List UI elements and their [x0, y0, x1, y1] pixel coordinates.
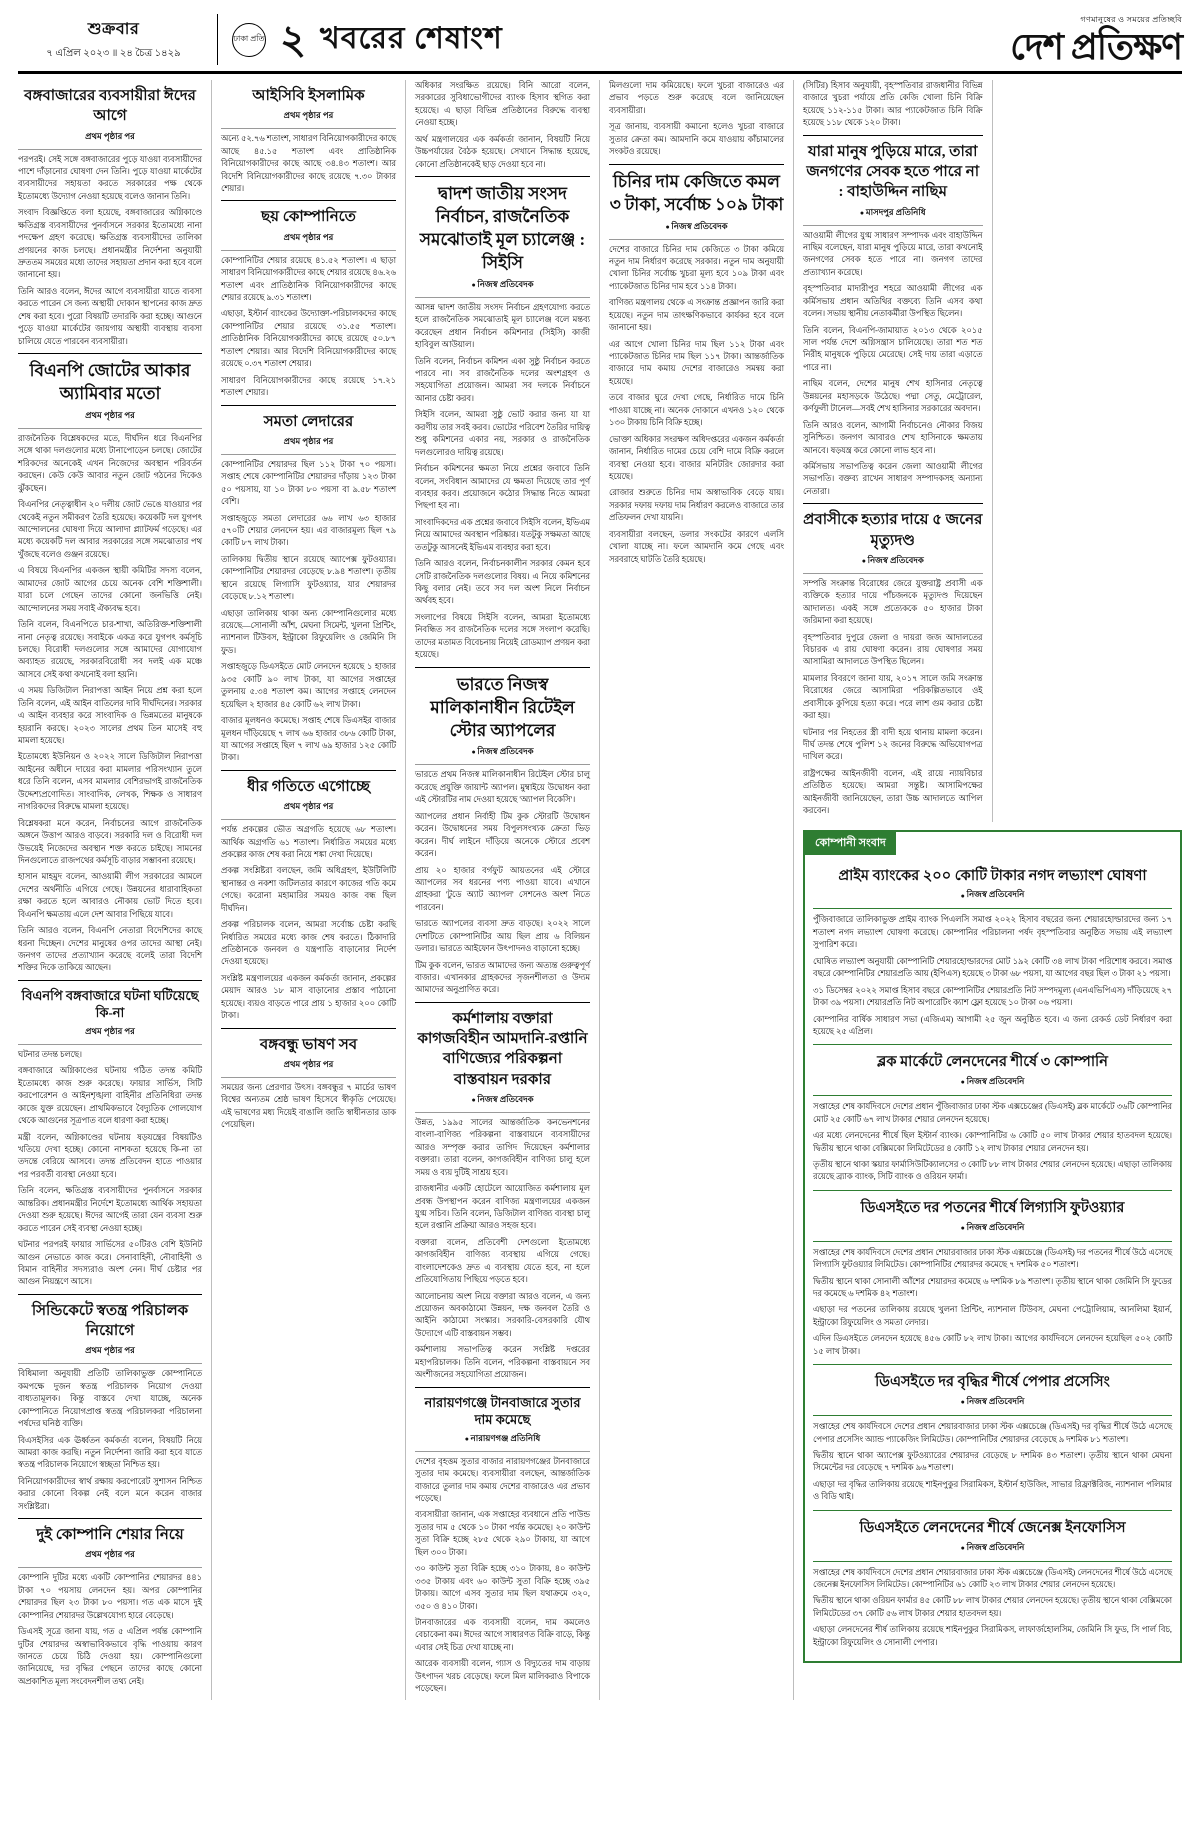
article — [221, 207, 396, 399]
article-byline: ● নিজস্ব প্রতিবেদনি — [813, 1221, 1172, 1235]
article-byline: ● মাসদপুর প্রতিনিধি — [803, 206, 983, 220]
article-byline: প্রথম পৃষ্ঠার পর — [85, 1025, 135, 1036]
article — [221, 1035, 396, 1132]
article-paragraph: বক্তারা বলেন, প্রতিবেশী দেশগুলো ইতোমধ্যে কাগজবিহীন বাণিজ্য ব্যবস্থায় এগিয়ে গেছে। বাংলাদেশকেও দ্রুত এ ব্যবস্থায় যেতে হবে, না হলে প্রতিযোগিতায় পিছিয়ে পড়তে হবে। — [415, 1237, 590, 1285]
article-paragraph: দেশের বৃহত্তম সুতার বাজার নারায়ণগঞ্জের টানবাজারে সুতার দাম কমেছে। ব্যবসায়ীরা বলছেন, আন্তর্জাতিক বাজারে তুলার দাম কমায় দেশের বাজারেও এর প্রভাব পড়েছে। — [415, 1456, 590, 1504]
masthead-logo-block — [852, 14, 1182, 65]
article-paragraph: ব্যবসায়ীরা বলছেন, ডলার সংকটের কারণে এলসি খোলা যাচ্ছে না। ফলে আমদানি কমে গেছে এবং সরবরাহে ঘাটতি তৈরি হয়েছে। — [609, 529, 784, 564]
article-paragraph: তিনি আরও বলেন, নির্বাচনকালীন সরকার কেমন হবে সেটি রাজনৈতিক দলগুলোর বিষয়। এ নিয়ে কমিশনের কিছু বলার নেই। তবে সব দল অংশ নিলে নির্বাচন অর্থবহ হবে। — [415, 559, 590, 606]
article-paragraph: এছাড়া তালিকায় থাকা অন্য কোম্পানিগুলোর মধ্যে রয়েছে—সোনালী আঁশ, মেঘনা সিমেন্ট, খুলনা প্রিন্টিং, ন্যাশনাল টিউবস, ইন্ট্রাকো রিফুয়েলিং ও জেমিনি সি ফুড। — [221, 608, 396, 655]
article-paragraph: সপ্তাহজুড়ে সমতা লেদারের ৬৬ লাখ ৬৩ হাজার ৫৭০টি শেয়ার লেনদেন হয়। এর বাজারমূল্য ছিল ৭৯ কোটি ৮৭ লাখ টাকা। — [221, 513, 396, 548]
article-paragraph: ডিএসই সূত্রে জানা যায়, গত ৫ এপ্রিল পর্যন্ত কোম্পানি দুটির শেয়ারদর অস্বাভাবিকভাবে বৃদ্ধি পাওয়ায় কারণ জানতে চেয়ে চিঠি দেওয়া হয়। কোম্পানিগুলো জানিয়েছে, দর বৃদ্ধির পেছনে তাদের কাছে কোনো অপ্রকাশিত মূল্য সংবেদনশীল তথ্য নেই। — [18, 1627, 202, 1686]
article-headline: ব্লক মার্কেটে লেনদেনের শীর্ষে ৩ কোম্পানি — [877, 1054, 1108, 1071]
article-paragraph: অধিকার সংরক্ষিত রয়েছে। বিনি আরো বলেন, সরকারের সুবিধাভোগীদের ব্যাংক হিসাব স্থগিত করা হয়েছে। এ ছাড়া বিভিন্ন প্রতিষ্ঠানের বিরুদ্ধে ব্যবস্থা নেওয়া হচ্ছে। — [415, 81, 590, 128]
article-headline: ছয় কোম্পানিতে — [261, 209, 356, 226]
article-paragraph: সপ্তাহের শেষ কার্যদিবসে দেশের প্রধান শেয়ারবাজার ঢাকা স্টক এক্সচেঞ্জে (ডিএসই) লেনদেনের শীর্ষে উঠে এসেছে জেনেক্স ইনফোসিস লিমিটেড। কোম্পানিটির ৬১ কোটি ২৩ লাখ টাকার শেয়ার লেনদেন হয়েছে। — [813, 1567, 1172, 1589]
article-paragraph: মন্ত্রী বলেন, অগ্নিকাণ্ডের ঘটনায় ষড়যন্ত্রের বিষয়টিও খতিয়ে দেখা হচ্ছে। কোনো নাশকতা হয়েছে কি-না তা তদন্তে বেরিয়ে আসবে। তদন্ত প্রতিবেদন হাতে পাওয়ার পর পরবর্তী ব্যবস্থা নেওয়া হবে। — [18, 1132, 202, 1179]
article-paragraph: টানবাজারের এক ব্যবসায়ী বলেন, দাম কমলেও বেচাকেনা কম। ঈদের আগে সাধারণত বিক্রি বাড়ে, কিন্তু এবার সেই চিত্র দেখা যাচ্ছে না। — [415, 1617, 590, 1652]
article-paragraph: নাছিম বলেন, দেশের মানুষ শেখ হাসিনার নেতৃত্বে উন্নয়নের মহাসড়কে উঠেছে। পদ্মা সেতু, মেট্রোরেল, কর্ণফুলী টানেল—সবই শেখ হাসিনার সরকারের অবদান। — [803, 379, 983, 414]
article — [415, 1394, 590, 1696]
article-byline: প্রথম পৃষ্ঠার পর — [85, 130, 135, 141]
article-paragraph: তিনি আরও বলেন, আগামী নির্বাচনেও নৌকার বিজয় সুনিশ্চিত। জনগণ আবারও শেখ হাসিনাকে ক্ষমতায় আনবে। ষড়যন্ত্র করে কোনো লাভ হবে না। — [803, 420, 983, 455]
article-paragraph: দেশের বাজারে চিনির দাম কেজিতে ৩ টাকা কমিয়ে নতুন দাম নির্ধারণ করেছে সরকার। নতুন দাম অনুযায়ী খোলা চিনির সর্বোচ্চ খুচরা মূল্য হবে ১০৯ টাকা এবং প্যাকেটজাত চিনির দাম হবে ১১৪ টাকা। — [609, 244, 784, 291]
article-headline: সিন্ডিকেটে স্বতন্ত্র পরিচালক নিয়োগে — [31, 1302, 189, 1340]
article-paragraph: কোম্পানিটির শেয়ার রয়েছে ৪১.৫২ শতাংশ। এ ছাড়া সাধারণ বিনিয়োগকারীদের কাছে শেয়ার রয়েছে ৪৬.২৬ শতাংশ এবং প্রাতিষ্ঠানিক বিনিয়োগকারীদের কাছে শেয়ার রয়েছে ৯.৩১ শতাংশ। — [221, 255, 396, 302]
article-byline: ● নারায়ণগঞ্জ প্রতিনিধি — [415, 1432, 590, 1446]
article-paragraph: নির্বাচন কমিশনের ক্ষমতা নিয়ে প্রশ্নের জবাবে তিনি বলেন, সংবিধান আমাদের যে ক্ষমতা দিয়েছে তার পূর্ণ ব্যবহার করব। প্রয়োজনে কঠোর সিদ্ধান্ত নিতে আমরা পিছপা হব না। — [415, 464, 590, 511]
article-headline: বিএনপি জোটের আকার অ্যামিবার মতো — [29, 361, 191, 403]
article-headline: ডিএসইতে লেনদেনের শীর্ষে জেনেক্স ইনফোসিস — [859, 1519, 1126, 1536]
column-5 — [803, 80, 993, 822]
article-paragraph: ঘটনার পর নিহতের স্ত্রী বাদী হয়ে থানায় মামলা করেন। দীর্ঘ তদন্ত শেষে পুলিশ ১২ জনের বিরুদ্ধে অভিযোগপত্র দাখিল করে। — [803, 727, 983, 762]
article-headline: বঙ্গবাজারের ব্যবসায়ীরা ঈদের আগে — [24, 88, 196, 125]
article — [18, 1301, 202, 1513]
article-paragraph: আসন্ন দ্বাদশ জাতীয় সংসদ নির্বাচন গ্রহণযোগ্য করতে হলে রাজনৈতিক সমঝোতাই মূল চ্যালেঞ্জ বলে মন্তব্য করেছেন প্রধান নির্বাচন কমিশনার (সিইসি) কাজী হাবিবুল আউয়াল। — [415, 302, 590, 350]
article-paragraph: সময়ের জন্য প্রেরণার উৎস। বঙ্গবন্ধুর ৭ মার্চের ভাষণ বিশ্বের অন্যতম শ্রেষ্ঠ ভাষণ হিসেবে স্বীকৃতি পেয়েছে। এই ভাষণের মধ্য দিয়েই বাঙালি জাতি স্বাধীনতার ডাক পেয়েছিল। — [221, 1082, 396, 1130]
article-paragraph: টিম কুক বলেন, ভারত আমাদের জন্য অত্যন্ত গুরুত্বপূর্ণ বাজার। এখানকার গ্রাহকদের সৃজনশীলতা ও উদ্যম আমাদের অনুপ্রাণিত করে। — [415, 960, 590, 995]
article-paragraph: এদিন ডিএসইতে লেনদেন হয়েছে ৪৫৬ কোটি ৮২ লাখ টাকা। আগের কার্যদিবসে লেনদেন হয়েছিল ৫০২ কোটি ১৫ লাখ টাকা। — [813, 1334, 1172, 1356]
article-headline: ডিএসইতে দর পতনের শীর্ষে লিগ্যাসি ফুটওয়্যার — [860, 1199, 1125, 1216]
article-paragraph: পর্যন্ত প্রকল্পের ভৌত অগ্রগতি হয়েছে ৬৮ শতাংশ। আর্থিক অগ্রগতি ৬১ শতাংশ। নির্ধারিত সময়ের মধ্যে প্রকল্পের কাজ শেষ করা নিয়ে শঙ্কা দেখা দিয়েছে। — [221, 825, 396, 859]
article-paragraph: ভোক্তা অধিকার সংরক্ষণ অধিদপ্তরের একজন কর্মকর্তা জানান, নির্ধারিত দামের চেয়ে বেশি দামে বিক্রি করলে ব্যবস্থা নেওয়া হবে। বাজার মনিটরিং জোরদার করা হয়েছে। — [609, 434, 784, 481]
article-paragraph: রাজনৈতিক বিশ্লেষকদের মতে, দীর্ঘদিন ধরে বিএনপির সঙ্গে থাকা দলগুলোর মধ্যে টানাপোড়েন চলছে। জোটের শরিকদের অনেকেই এখন নিজেদের অবস্থান পরিবর্তন করছেন। কেউ কেউ আবার নতুন জোট গঠনের দিকেও ঝুঁকছেন। — [18, 433, 202, 493]
article — [221, 412, 396, 765]
article-paragraph: অন্যে ৫২.৭৬ শতাংশ, সাধারণ বিনিয়োগকারীদের কাছে আছে ৪৫.১৫ শতাংশ এবং প্রাতিষ্ঠানিক বিনিয়োগকারীদের কাছে আছে ৩৪.৪৩ শতাংশ। আর বিদেশি বিনিয়োগকারীদের কাছে রয়েছে ৭.৩০ টাকার শেয়ার। — [221, 134, 396, 193]
article-byline: ● নিজস্ব প্রতিবেদক — [415, 278, 590, 292]
article-byline: প্রথম পৃষ্ঠার পর — [85, 1549, 135, 1560]
article-paragraph: মিলগুলো দাম কমিয়েছে। ফলে খুচরা বাজারেও এর প্রভাব পড়তে শুরু করেছে বলে জানিয়েছেন ব্যবসায়ীরা। — [609, 81, 784, 115]
article-paragraph: মামলার বিবরণে জানা যায়, ২০১৭ সালে জমি সংক্রান্ত বিরোধের জেরে আসামিরা পরিকল্পিতভাবে ওই প্রবাসীকে কুপিয়ে হত্যা করে। পরে লাশ গুম করার চেষ্টা করা হয়। — [803, 673, 983, 721]
article — [18, 86, 202, 348]
article-paragraph: কোম্পানিটির শেয়ারদর ছিল ১১২ টাকা ৭০ পয়সা। সপ্তাহ শেষে কোম্পানিটির শেয়ারদর দাঁড়ায় ১২৩ টাকা ৫০ পয়সায়, যা ১০ টাকা ৮০ পয়সা বা ৯.৫৮ শতাংশ বেশি। — [221, 459, 396, 507]
column-6 — [993, 80, 1183, 822]
page-number: ২ — [280, 16, 307, 62]
article-paragraph: আরেক ব্যবসায়ী বলেন, গ্যাস ও বিদ্যুতের দাম বাড়ায় উৎপাদন খরচ বেড়েছে। ফলে মিল মালিকরাও বিপাকে পড়েছেন। — [415, 1659, 590, 1694]
article-headline: ভারতে নিজস্ব মালিকানাধীন রিটেইল স্টোর অ্যাপলের — [430, 674, 575, 740]
article-paragraph: দ্বিতীয় স্থানে থাকা অ্যাপেক্স ফুটওয়্যারের শেয়ারদর বেড়েছে ৮ দশমিক ৪৩ শতাংশ। তৃতীয় স্থানে থাকা মেঘনা সিমেন্টের দর বেড়েছে ৭ দশমিক ৯৬ শতাংশ। — [813, 1450, 1172, 1473]
article-paragraph: আওয়ামী লীগের যুগ্ম সাধারণ সম্পাদক এবং বাহাউদ্দিন নাছিম বলেছেন, যারা মানুষ পুড়িয়ে মারে, তারা কখনোই জনগণের সেবক হতে পারে না। জনগণ তাদের প্রত্যাখ্যান করেছে। — [803, 230, 983, 277]
article — [415, 1009, 590, 1382]
article-paragraph: এছাড়া, ইস্টার্ন ব্যাংকের উদ্যোক্তা-পরিচালকদের কাছে কোম্পানিটির শেয়ার রয়েছে ৩১.৫৫ শতাংশ। প্রাতিষ্ঠানিক বিনিয়োগকারীদের কাছে রয়েছে ৫০.৮৭ শতাংশ শেয়ার। আর বিদেশি বিনিয়োগকারীদের কাছে রয়েছে ০.৩৭ শতাংশ শেয়ার। — [221, 309, 396, 369]
masthead-tagline: গণমানুষের ও সময়ের প্রতিচ্ছবি — [1080, 15, 1182, 24]
masthead-section-block — [218, 14, 852, 65]
article-byline: ● নিজস্ব প্রতিবেদনি — [813, 888, 1172, 902]
article — [415, 674, 590, 997]
article-paragraph: উন্নত, ১৯৯৫ সালের আন্তর্জাতিক কনভেনশনের বাংলা-বাণিজ্য পরিকল্পনা বাস্তবায়নে ব্যবসায়ীদের আরও সম্পৃক্ত করার তাগিদ দিয়েছেন কর্মশালার বক্তারা। তারা বলেন, কাগজবিহীন বাণিজ্য চালু হলে সময় ও ব্যয় দুটিই সাশ্রয় হবে। — [415, 1117, 590, 1177]
article-paragraph: এছাড়া লেনদেনের শীর্ষ তালিকায় রয়েছে শাইনপুকুর সিরামিকস, লাফার্জহোলসিম, জেমিনি সি ফুড, সি পার্ল বিচ, ইন্ট্রাকো রিফুয়েলিং ও সোনালী পেপার। — [813, 1625, 1172, 1647]
article-paragraph: প্রায় ২০ হাজার বর্গফুট আয়তনের এই স্টোরে অ্যাপলের সব ধরনের পণ্য পাওয়া যাবে। এখানে গ্রাহকরা 'টুডে অ্যাট অ্যাপল' সেশনেও অংশ নিতে পারবেন। — [415, 865, 590, 912]
article-byline: প্রথম পৃষ্ঠার পর — [283, 801, 334, 812]
article-headline: আইসিবি ইসলামিক — [252, 88, 365, 104]
article-paragraph: বিশ্লেষকরা মনে করেন, নির্বাচনের আগে রাজনৈতিক অঙ্গনে উত্তাপ আরও বাড়বে। সরকারি দল ও বিরোধী দল উভয়েই নিজেদের অবস্থান শক্ত করতে চাইছে। সামনের দিনগুলোতে রাজপথের কর্মসূচি বাড়ার সম্ভাবনা রয়েছে। — [18, 818, 202, 865]
article-paragraph: সূত্র জানায়, ব্যবসায়ী কমানো হলেও খুচরা বাজারে সুতার ক্রেতা কম। আমদানি কমে যাওয়ায় কাঁচামালের সংকটও রয়েছে। — [609, 122, 784, 157]
article — [609, 171, 784, 566]
article-headline: যারা মানুষ পুড়িয়ে মারে, তারা জনগণের সেবক হতে পারে না : বাহাউদ্দিন নাছিম — [806, 143, 980, 201]
article-paragraph: এছাড়া দর বৃদ্ধির তালিকায় রয়েছে শাইনপুকুর সিরামিকস, ইস্টার্ন হাউজিং, সাভার রিফ্রাক্টরিজ, ন্যাশনাল পলিমার ও বিডি থাই। — [813, 1479, 1172, 1502]
article-byline: প্রথম পৃষ্ঠার পর — [85, 1345, 135, 1356]
article-paragraph: বিএনপির নেতৃত্বাধীন ২০ দলীয় জোট ভেঙে যাওয়ার পর থেকেই নতুন সমীকরণ তৈরি হয়েছে। কয়েকটি দল যুগপৎ আন্দোলনের ঘোষণা দিয়ে আলাদা প্ল্যাটফর্ম গড়েছে। এর মধ্যে কয়েকটি দল আবার সরকারের সঙ্গে সমঝোতার পথ খুঁজছে বলেও গুঞ্জন রয়েছে। — [18, 500, 202, 559]
article-paragraph: পরপরই। সেই সঙ্গে বঙ্গবাজারের পুড়ে যাওয়া ব্যবসায়ীদের পাশে দাঁড়ানোর ঘোষণা দেন তিনি। পুড়ে যাওয়া মার্কেটের ব্যবসায়ীদের সহায়তা করতে সরকারের পক্ষ থেকে ইতোমধ্যে উদ্যোগ নেওয়া হয়েছে বলেও জানান তিনি। — [18, 154, 202, 201]
article-headline: ধীর গতিতে এগোচ্ছে — [247, 778, 370, 795]
article-headline: বিএনপি বঙ্গবাজারে ঘটনা ঘটিয়েছে কি-না — [21, 987, 199, 1021]
article-paragraph: তিনি বলেন, নির্বাচন কমিশন একা সুষ্ঠু নির্বাচন করতে পারবে না। সব রাজনৈতিক দলের অংশগ্রহণ ও সহযোগিতা প্রয়োজন। আমরা সব দলকে নির্বাচনে আনার চেষ্টা করব। — [415, 356, 590, 403]
article-headline: প্রবাসীকে হত্যার দায়ে ৫ জনের মৃত্যুদণ্ড — [803, 512, 983, 549]
article-byline: প্রথম পৃষ্ঠার পর — [283, 110, 334, 121]
column-3 — [406, 80, 600, 1700]
company-article — [813, 1199, 1172, 1358]
article-byline: প্রথম পৃষ্ঠার পর — [283, 231, 334, 242]
article — [415, 183, 590, 662]
article-paragraph: ভারতে প্রথম নিজস্ব মালিকানাধীন রিটেইল স্টোর চালু করেছে প্রযুক্তি জায়ান্ট অ্যাপল। মুম্বাইয়ে উদ্বোধন করা এই স্টোরটির নাম দেওয়া হয়েছে 'অ্যাপল বিকেসি'। — [415, 770, 590, 805]
article-byline: ● নিজস্ব প্রতিবেদক — [803, 554, 983, 568]
article-headline: নারায়ণগঞ্জে টানবাজারে সুতার দাম কমেছে — [424, 1394, 581, 1428]
company-article — [813, 1053, 1172, 1183]
article — [18, 1525, 202, 1688]
masthead-date-block — [18, 14, 218, 65]
article-byline: প্রথম পৃষ্ঠার পর — [283, 435, 334, 446]
article-paragraph: তিনি বলেন, বিএনপিতে চার-শাখা, অতিরিক্ত-শক্তিশালী নানা নেতৃত্ব রয়েছে। সবাইকে একত্র করে যুগপৎ কর্মসূচি চলছে। বিরোধী দলগুলোর সঙ্গে আমাদের যোগাযোগ অব্যাহত রয়েছে, সরকারবিরোধী সব দলই এক মঞ্চে আসবে সেই কথা কখনোই বলা হয়নি। — [18, 620, 202, 679]
article-paragraph: রোজার শুরুতে চিনির দাম অস্বাভাবিক বেড়ে যায়। সরকার দফায় দফায় দাম নির্ধারণ করলেও বাজারে তার প্রতিফলন দেখা যায়নি। — [609, 488, 784, 523]
article-paragraph: সাধারণ বিনিয়োগকারীদের কাছে রয়েছে ১৭.২১ শতাংশ শেয়ার। — [221, 375, 396, 398]
article-paragraph: দ্বিতীয় স্থানে থাকা ওরিয়ন ফার্মার ৪৫ কোটি ৮৮ লাখ টাকার শেয়ার লেনদেন হয়েছে। তৃতীয় স্থানে থাকা বেক্সিমকো লিমিটেডের ৩৭ কোটি ৫৬ লাখ টাকার শেয়ার হাতবদল হয়। — [813, 1596, 1172, 1618]
article-paragraph: এর মধ্যে লেনদেনের শীর্ষে ছিল ইস্টার্ন ব্যাংক। কোম্পানিটির ৬ কোটি ৫০ লাখ টাকার শেয়ার হাতবদল হয়েছে। দ্বিতীয় স্থানে থাকা বেক্সিমকো লিমিটেডের ৪ কোটি ১২ লাখ টাকার শেয়ার লেনদেন হয়। — [813, 1131, 1172, 1153]
article — [415, 80, 590, 171]
article-paragraph: বিনিয়োগকারীদের স্বার্থ রক্ষায় করপোরেট সুশাসন নিশ্চিত করার কোনো বিকল্প নেই বলে মনে করেন বাজার সংশ্লিষ্টরা। — [18, 1476, 202, 1511]
article-paragraph: বাজার মূলধনও কমেছে। সপ্তাহ শেষে ডিএসইর বাজার মূলধন দাঁড়িয়েছে ৭ লাখ ৬৬ হাজার ৩৮৬ কোটি টাকা, যা আগের সপ্তাহে ছিল ৭ লাখ ৬৯ হাজার ১২৫ কোটি টাকা। — [221, 716, 396, 763]
article-headline: দুই কোম্পানি শেয়ার নিয়ে — [36, 1527, 184, 1544]
article — [221, 86, 396, 195]
article-paragraph: সংবাদ বিজ্ঞপ্তিতে বলা হয়েছে, বঙ্গবাজারের অগ্নিকাণ্ডে ক্ষতিগ্রস্ত ব্যবসায়ীদের পুনর্বাসনে সরকার ইতোমধ্যে নানা পদক্ষেপ গ্রহণ করেছে। ক্ষতিগ্রস্ত ব্যবসায়ীদের তালিকা প্রণয়নের কাজ চলছে। প্রধানমন্ত্রীর নির্দেশনা অনুযায়ী দ্রুততম সময়ের মধ্যে তাদের সহায়তা প্রদান করা হবে বলে জানানো হয়। — [18, 208, 202, 280]
company-article — [813, 1373, 1172, 1503]
article — [18, 360, 202, 975]
column-2 — [212, 80, 406, 1700]
article-paragraph: ৩১ ডিসেম্বর ২০২২ সমাপ্ত হিসাব বছরে কোম্পানিটির শেয়ারপ্রতি নিট সম্পদমূল্য (এনএভিপিএস) দাঁড়িয়েছে ২৭ টাকা ৩৯ পয়সা। শেয়ারপ্রতি নিট অপারেটিং ক্যাশ ফ্লো হয়েছে ১০ টাকা ০৬ পয়সা। — [813, 985, 1172, 1008]
article — [803, 80, 983, 130]
article-paragraph: সম্পত্তি সংক্রান্ত বিরোধের জেরে যুক্তরাষ্ট্র প্রবাসী এক ব্যক্তিকে হত্যার দায়ে পাঁচজনকে মৃত্যুদণ্ড দিয়েছেন আদালত। একই সঙ্গে প্রত্যেককে ৫০ হাজার টাকা জরিমানা করা হয়েছে। — [803, 578, 983, 626]
edition-badge-icon: ঢাকা প্রতি — [232, 23, 266, 57]
article-byline: ● নিজস্ব প্রতিবেদক — [415, 1093, 590, 1107]
article-paragraph: কর্মিসভায় সভাপতিত্ব করেন জেলা আওয়ামী লীগের সভাপতি। বক্তব্য রাখেন সাধারণ সম্পাদকসহ অন্যান্য নেতারা। — [803, 461, 983, 496]
article-paragraph: এ বিষয়ে বিএনপির একজন স্থায়ী কমিটির সদস্য বলেন, আমাদের জোট আগের চেয়ে অনেক বেশি শক্তিশালী। যারা চলে গেছেন তাদের কোনো জনভিত্তি নেই। আন্দোলনের সময় সবাই ঐক্যবদ্ধ হবে। — [18, 566, 202, 613]
article-byline: প্রথম পৃষ্ঠার পর — [283, 1058, 334, 1069]
article-paragraph: অর্থ মন্ত্রণালয়ের এক কর্মকর্তা জানান, বিষয়টি নিয়ে উচ্চপর্যায়ের বৈঠক হয়েছে। সেখানে সিদ্ধান্ত হয়েছে, কোনো প্রতিষ্ঠানকেই ছাড় দেওয়া হবে না। — [415, 134, 590, 169]
article-paragraph: বাণিজ্য মন্ত্রণালয় থেকে এ সংক্রান্ত প্রজ্ঞাপন জারি করা হয়েছে। নতুন দাম তাৎক্ষণিকভাবে কার্যকর হবে বলে জানানো হয়। — [609, 298, 784, 333]
article-paragraph: রাষ্ট্রপক্ষের আইনজীবী বলেন, এই রায়ে ন্যায়বিচার প্রতিষ্ঠিত হয়েছে। আমরা সন্তুষ্ট। আসামিপক্ষের আইনজীবী জানিয়েছেন, তারা উচ্চ আদালতে আপিল করবেন। — [803, 768, 983, 816]
article-columns — [18, 80, 1182, 1700]
article-paragraph: ৩০ কাউন্ট সুতা বিক্রি হচ্ছে ৩১০ টাকায়, ৪০ কাউন্ট ৩৩৫ টাকায় এবং ৬০ কাউন্ট সুতা বিক্রি হচ্ছে ৩৯৫ টাকায়। আগে এসব সুতার দাম ছিল যথাক্রমে ৩২০, ৩৫০ ও ৪১০ টাকা। — [415, 1564, 590, 1611]
article-byline: ● নিজস্ব প্রতিবেদনি — [813, 1075, 1172, 1089]
company-article — [813, 867, 1172, 1039]
article-paragraph: তিনি আরও বলেন, ঈদের আগে ব্যবসায়ীরা যাতে ব্যবসা করতে পারেন সে জন্য অস্থায়ী দোকান স্থাপনের কাজ দ্রুত শেষ করা হবে। পুরো বিষয়টি তদারকি করা হচ্ছে। আগুনে পুড়ে যাওয়া মার্কেটের জায়গায় অস্থায়ী ব্যবস্থায় ব্যবসা চালিয়ে যেতে পারবেন ব্যবসায়ীরা। — [18, 286, 202, 346]
article-headline: চিনির দাম কেজিতে কমল ৩ টাকা, সর্বোচ্চ ১০৯ টাকা — [609, 171, 784, 214]
article-paragraph: সপ্তাহের শেষ কার্যদিবসে দেশের প্রধান পুঁজিবাজার ঢাকা স্টক এক্সচেঞ্জের (ডিএসই) ব্লক মার্কেটে ৩৬টি কোম্পানির মোট ২৫ কোটি ৬৭ লাখ টাকার শেয়ার লেনদেন হয়েছে। — [813, 1102, 1172, 1124]
article-paragraph: ঘটনার পরপরই ফায়ার সার্ভিসের ৫০টিরও বেশি ইউনিট আগুন নেভাতে কাজ করে। সেনাবাহিনী, নৌবাহিনী ও বিমান বাহিনীর সদস্যরাও অংশ নেন। দীর্ঘ চেষ্টার পর আগুন নিয়ন্ত্রণে আসে। — [18, 1240, 202, 1287]
article-paragraph: সংশ্লিষ্ট মন্ত্রণালয়ের একজন কর্মকর্তা জানান, প্রকল্পের মেয়াদ আরও ১৮ মাস বাড়ানোর প্রস্তাব পাঠানো হয়েছে। ব্যয়ও বাড়তে পারে প্রায় ১ হাজার ২০০ কোটি টাকা। — [221, 973, 396, 1021]
article-paragraph: ভারতে অ্যাপলের ব্যবসা দ্রুত বাড়ছে। ২০২২ সালে দেশটিতে কোম্পানিটির আয় ছিল প্রায় ৬ বিলিয়ন ডলার। ভারতে আইফোন উৎপাদনও বাড়ানো হচ্ছে। — [415, 919, 590, 954]
article-paragraph: ব্যবসায়ীরা জানান, এক সপ্তাহের ব্যবধানে প্রতি পাউন্ড সুতার দাম ৫ থেকে ১০ টাকা পর্যন্ত কমেছে। ২০ কাউন্ট সুতা বিক্রি হচ্ছে ২৮৫ থেকে ২৯০ টাকায়, যা আগে ছিল ৩০০ টাকা। — [415, 1510, 590, 1557]
article-paragraph: প্রকল্প পরিচালক বলেন, আমরা সর্বোচ্চ চেষ্টা করছি নির্ধারিত সময়ের মধ্যে কাজ শেষ করতে। ঠিকাদারি প্রতিষ্ঠানকে জনবল ও যন্ত্রপাতি বাড়ানোর নির্দেশ দেওয়া হয়েছে। — [221, 920, 396, 967]
article-headline: বঙ্গবন্ধু ভাষণ সব — [259, 1036, 358, 1053]
article — [18, 987, 202, 1289]
article-paragraph: দ্বিতীয় স্থানে থাকা সোনালী আঁশের শেয়ারদর কমেছে ৬ দশমিক ৮৯ শতাংশ। তৃতীয় স্থানে থাকা জেমিনি সি ফুডের দর কমেছে ৬ দশমিক ৪২ শতাংশ। — [813, 1276, 1172, 1299]
article-paragraph: সাংবাদিকদের এক প্রশ্নের জবাবে সিইসি বলেন, ইভিএম নিয়ে আমাদের অবস্থান পরিষ্কার। যতটুকু সক্ষমতা আছে ততটুকু আসনেই ইভিএম ব্যবহার করা হবে। — [415, 517, 590, 552]
article-paragraph: তিনি বলেন, ক্ষতিগ্রস্ত ব্যবসায়ীদের পুনর্বাসনে সরকার আন্তরিক। প্রধানমন্ত্রীর নির্দেশে ইতোমধ্যে আর্থিক সহায়তা দেওয়া শুরু হয়েছে। ঈদের আগেই তারা যেন ব্যবসা শুরু করতে পারেন সেই ব্যবস্থা নেওয়া হচ্ছে। — [18, 1186, 202, 1233]
article-paragraph: অ্যাপলের প্রধান নির্বাহী টিম কুক স্টোরটি উদ্বোধন করেন। উদ্বোধনের সময় বিপুলসংখ্যক ক্রেতা ভিড় করেন। দীর্ঘ লাইনে দাঁড়িয়ে অনেকে স্টোরে প্রবেশ করেন। — [415, 811, 590, 859]
masthead-day: শুক্রবার — [87, 21, 140, 38]
company-news-label: কোম্পানী সংবাদ — [805, 832, 896, 855]
article-headline: ডিএসইতে দর বৃদ্ধির শীর্ষে পেপার প্রসেসিং — [875, 1374, 1110, 1391]
newspaper-logo: দেশ প্রতিক্ষণ — [1010, 27, 1182, 67]
article-paragraph: ঘটনার তদন্ত চলছে। — [18, 1049, 83, 1059]
company-news-box — [803, 830, 1182, 1664]
article-paragraph: সংলাপের বিষয়ে সিইসি বলেন, আমরা ইতোমধ্যে নিবন্ধিত সব রাজনৈতিক দলের সঙ্গে সংলাপ করেছি। তাদের মতামত বিবেচনায় নিয়েই রোডম্যাপ প্রণয়ন করা হয়েছে। — [415, 612, 590, 660]
article-paragraph: বিএসইসির এক ঊর্ধ্বতন কর্মকর্তা বলেন, বিষয়টি নিয়ে আমরা কাজ করছি। নতুন নির্দেশনা জারি করা হবে যাতে স্বতন্ত্র পরিচালক নিয়োগে স্বচ্ছতা নিশ্চিত হয়। — [18, 1435, 202, 1470]
article-paragraph: তালিকায় দ্বিতীয় স্থানে রয়েছে অ্যাপেক্স ফুটওয়্যার। কোম্পানিটির শেয়ারদর বেড়েছে ৮.৯৪ শতাংশ। তৃতীয় স্থানে রয়েছে লিগ্যাসি ফুটওয়্যার, যার শেয়ারদর বেড়েছে ৮.১২ শতাংশ। — [221, 554, 396, 602]
article-paragraph: বৃহস্পতিবার মাদারীপুর শহরে আওয়ামী লীগের এক কর্মিসভায় প্রধান অতিথির বক্তব্যে তিনি এসব কথা বলেন। সভায় স্থানীয় নেতাকর্মীরা উপস্থিত ছিলেন। — [803, 284, 983, 319]
article-byline: ● নিজস্ব প্রতিবেদক — [609, 220, 784, 234]
article-paragraph: কোম্পানির বার্ষিক সাধারণ সভা (এজিএম) আগামী ২৫ জুন অনুষ্ঠিত হবে। এ জন্য রেকর্ড ডেট নির্ধারণ করা হয়েছে ২৫ এপ্রিল। — [813, 1014, 1172, 1036]
article-paragraph: সপ্তাহের শেষ কার্যদিবসে দেশের প্রধান শেয়ারবাজার ঢাকা স্টক এক্সচেঞ্জে (ডিএসই) দর পতনের শীর্ষে উঠে এসেছে লিগ্যাসি ফুটওয়্যার লিমিটেড। কোম্পানিটির শেয়ারদর কমেছে ৭ দশমিক ৫০ শতাংশ। — [813, 1247, 1172, 1270]
article-paragraph: ইতোমধ্যে ইউনিয়ন ও ২০২২ সালে ডিজিটাল নিরাপত্তা আইনের অধীনে দায়ের করা মামলার পরিসংখ্যান তুলে ধরে তিনি বলেন, এসব মামলার বেশিরভাগই রাজনৈতিক উদ্দেশ্যপ্রণোদিত। সাংবাদিক, লেখক, শিক্ষক ও সাধারণ নাগরিকদের বিরুদ্ধে মামলা হয়েছে। — [18, 752, 202, 812]
article-paragraph: এ সময় ডিজিটাল নিরাপত্তা আইন নিয়ে প্রশ্ন করা হলে তিনি বলেন, এই আইন বাতিলের দাবি দীর্ঘদিনের। সরকার এ আইন ব্যবহার করে সাংবাদিক ও ভিন্নমতের মানুষকে হয়রানি করছে। ২০২৩ সালের প্রথম তিন মাসেই বহু মামলা হয়েছে। — [18, 686, 202, 745]
article-paragraph: আলোচনায় অংশ নিয়ে বক্তারা আরও বলেন, এ জন্য প্রয়োজন অবকাঠামো উন্নয়ন, দক্ষ জনবল তৈরি ও আইনি কাঠামো সংস্কার। সরকারি-বেসরকারি যৌথ উদ্যোগে এটি বাস্তবায়ন সম্ভব। — [415, 1291, 590, 1338]
article — [609, 80, 784, 159]
article-paragraph: বঙ্গবাজারে অগ্নিকাণ্ডের ঘটনায় গঠিত তদন্ত কমিটি ইতোমধ্যে কাজ শুরু করেছে। ফায়ার সার্ভিস, সিটি করপোরেশন ও আইনশৃঙ্খলা বাহিনীর প্রতিনিধিরা তদন্ত কাজে যুক্ত রয়েছেন। প্রাথমিকভাবে বৈদ্যুতিক গোলযোগ থেকে আগুনের সূত্রপাত বলে ধারণা করা হচ্ছে। — [18, 1066, 202, 1126]
article-paragraph: ঘোষিত লভ্যাংশ অনুযায়ী কোম্পানিটি শেয়ারহোল্ডারদের মোট ১৯২ কোটি ৩৪ লাখ টাকা পরিশোধ করবে। সমাপ্ত বছরে কোম্পানিটির শেয়ারপ্রতি আয় (ইপিএস) হয়েছে ৩ টাকা ৬৮ পয়সা, যা আগের বছর ছিল ৩ টাকা ২১ পয়সা। — [813, 956, 1172, 979]
article-paragraph: এছাড়া দর পতনের তালিকায় রয়েছে খুলনা প্রিন্টিং, ন্যাশনাল টিউবস, মেঘনা পেট্রোলিয়াম, আনলিমা ইয়ার্ন, ইন্ট্রাকো রিফুয়েলিং ও সমতা লেদার। — [813, 1305, 1172, 1327]
masthead-date: ৭ এপ্রিল ২০২৩ ॥ ২৪ চৈত্র ১৪২৯ — [46, 48, 181, 59]
article-byline: ● নিজস্ব প্রতিবেদনি — [813, 1541, 1172, 1555]
article-byline: ● নিজস্ব প্রতিবেদক — [415, 745, 590, 759]
article-paragraph: (সিটির) হিসাব অনুযায়ী, বৃহস্পতিবার রাজধানীর বিভিন্ন বাজারে খুচরা পর্যায়ে প্রতি কেজি খোলা চিনি বিক্রি হয়েছে ১১২-১১৫ টাকা। আর প্যাকেটজাত চিনি বিক্রি হয়েছে ১১৮ থেকে ১২০ টাকা। — [803, 81, 983, 128]
masthead — [18, 14, 1182, 74]
article-paragraph: সপ্তাহজুড়ে ডিএসইতে মোট লেনদেন হয়েছে ১ হাজার ৯৩৫ কোটি ৯০ লাখ টাকা, যা আগের সপ্তাহের তুলনায় ৫.৩৪ শতাংশ কম। আগের সপ্তাহে লেনদেন হয়েছিল ২ হাজার ৪৫ কোটি ৬২ লাখ টাকা। — [221, 662, 396, 709]
article-headline: সমতা লেদারের — [263, 413, 354, 430]
article-paragraph: তিনি আরও বলেন, বিএনপি নেতারা বিদেশিদের কাছে ধরনা দিচ্ছেন। দেশের মানুষের ওপর তাদের আস্থা নেই। জনগণ তাদের প্রত্যাখ্যান করেছে বলেই তারা বিদেশি শক্তির দিকে তাকিয়ে আছেন। — [18, 926, 202, 973]
article-paragraph: হাসান মাহমুদ বলেন, আওয়ামী লীগ সরকারের আমলে দেশের অর্থনীতি এগিয়ে গেছে। উন্নয়নের ধারাবাহিকতা রক্ষা করতে হলে আবারও নৌকায় ভোট দিতে হবে। বিএনপি ক্ষমতায় এলে দেশ আবার পিছিয়ে যাবে। — [18, 872, 202, 919]
column-1 — [18, 80, 212, 1700]
article-paragraph: এর আগে খোলা চিনির দাম ছিল ১১২ টাকা এবং প্যাকেটজাত চিনির দাম ছিল ১১৭ টাকা। আন্তর্জাতিক বাজারে দাম কমায় দেশের বাজারেও সমন্বয় করা হয়েছে। — [609, 339, 784, 386]
article-paragraph: কর্মশালায় সভাপতিত্ব করেন সংশ্লিষ্ট দপ্তরের মহাপরিচালক। তিনি বলেন, পরিকল্পনা বাস্তবায়নে সব অংশীজনের সহযোগিতা প্রয়োজন। — [415, 1345, 590, 1380]
article — [803, 510, 983, 817]
column-5-6 — [794, 80, 1182, 1700]
article-byline: প্রথম পৃষ্ঠার পর — [85, 409, 135, 420]
article-paragraph: প্রকল্প সংশ্লিষ্টরা বলছেন, জমি অধিগ্রহণ, ইউটিলিটি স্থানান্তর ও নকশা জটিলতার কারণে কাজের গতি কমে গেছে। করোনা মহামারির সময়ও কাজ বন্ধ ছিল দীর্ঘদিন। — [221, 866, 396, 913]
article-headline: প্রাইম ব্যাংকের ২০০ কোটি টাকার নগদ লভ্যাংশ ঘোষণা — [838, 867, 1147, 884]
article-byline: ● নিজস্ব প্রতিবেদনি — [813, 1395, 1172, 1409]
company-article — [813, 1519, 1172, 1649]
article-paragraph: সপ্তাহের শেষ কার্যদিবসে দেশের প্রধান শেয়ারবাজার ঢাকা স্টক এক্সচেঞ্জে (ডিএসই) দর বৃদ্ধির শীর্ষে উঠে এসেছে পেপার প্রসেসিং অ্যান্ড প্যাকেজিং লিমিটেড। কোম্পানিটির শেয়ারদর বেড়েছে ৯ দশমিক ৮১ শতাংশ। — [813, 1422, 1172, 1444]
article-paragraph: পুঁজিবাজারে তালিকাভুক্ত প্রাইম ব্যাংক পিএলসি সমাপ্ত ২০২২ হিসাব বছরের জন্য শেয়ারহোল্ডারদের জন্য ১৭ শতাংশ নগদ লভ্যাংশ ঘোষণা করেছে। কোম্পানির পরিচালনা পর্ষদ বৃহস্পতিবার অনুষ্ঠিত সভায় এই লভ্যাংশ সুপারিশ করে। — [813, 915, 1172, 950]
article-headline: কর্মশালায় বক্তারা কাগজবিহীন আমদানি-রপ্তানি বাণিজ্যের পরিকল্পনা বাস্তবায়ন দরকার — [417, 1010, 588, 1088]
article-paragraph: কোম্পানি দুটির মধ্যে একটি কোম্পানির শেয়ারদর ৪৪১ টাকা ৭০ পয়সায় লেনদেন হয়। অপর কোম্পানির শেয়ারদর ছিল ২৩ টাকা ৮০ পয়সা। গত এক মাসে দুই কোম্পানির শেয়ারদর উল্লেখযোগ্য হারে বেড়েছে। — [18, 1573, 202, 1620]
article-paragraph: বিধিমালা অনুযায়ী প্রতিটি তালিকাভুক্ত কোম্পানিতে কমপক্ষে দুজন স্বতন্ত্র পরিচালক নিয়োগ দেওয়া বাধ্যতামূলক। কিন্তু বাস্তবে দেখা যাচ্ছে, অনেক কোম্পানিতে নিয়োগপ্রাপ্ত স্বতন্ত্র পরিচালকরা পরিচালনা পর্ষদের ঘনিষ্ঠ ব্যক্তি। — [18, 1369, 202, 1429]
article-headline: দ্বাদশ জাতীয় সংসদ নির্বাচন, রাজনৈতিক সমঝোতাই মূল চ্যালেঞ্জ : সিইসি — [419, 184, 586, 272]
article — [803, 142, 983, 499]
article-paragraph: রাজধানীর একটি হোটেলে আয়োজিত কর্মশালায় মূল প্রবন্ধ উপস্থাপন করেন বাণিজ্য মন্ত্রণালয়ের একজন যুগ্ম সচিব। তিনি বলেন, ডিজিটাল বাণিজ্য ব্যবস্থা চালু হলে রপ্তানি প্রক্রিয়া আরও সহজ হবে। — [415, 1184, 590, 1231]
section-title: খবরের শেষাংশ — [320, 22, 503, 55]
column-4 — [600, 80, 794, 1700]
article-paragraph: বৃহস্পতিবার দুপুরে জেলা ও দায়রা জজ আদালতের বিচারক এ রায় ঘোষণা করেন। রায় ঘোষণার সময় আসামিরা আদালতে উপস্থিত ছিলেন। — [803, 632, 983, 667]
article-paragraph: তবে বাজার ঘুরে দেখা গেছে, নির্ধারিত দামে চিনি পাওয়া যাচ্ছে না। অনেক দোকানে এখনও ১২০ থেকে ১৩০ টাকায় চিনি বিক্রি হচ্ছে। — [609, 393, 784, 428]
article-paragraph: তৃতীয় স্থানে থাকা স্কয়ার ফার্মাসিউটিক্যালসের ৩ কোটি ৮৮ লাখ টাকার শেয়ার লেনদেন হয়েছে। এছাড়া তালিকায় রয়েছে ব্র্যাক ব্যাংক, সিটি ব্যাংক ও ওরিয়ন ফার্মা। — [813, 1160, 1172, 1182]
article-paragraph: সিইসি বলেন, আমরা সুষ্ঠু ভোট করার জন্য যা যা করণীয় তার সবই করব। ভোটের পরিবেশ তৈরির দায়িত্ব শুধু কমিশনের একার নয়, সরকার ও রাজনৈতিক দলগুলোরও দায়িত্ব রয়েছে। — [415, 410, 590, 457]
article — [221, 777, 396, 1023]
article-paragraph: তিনি বলেন, বিএনপি-জামায়াত ২০১৩ থেকে ২০১৫ সাল পর্যন্ত দেশে অগ্নিসন্ত্রাস চালিয়েছে। তারা শত শত নিরীহ মানুষকে পুড়িয়ে মেরেছে। সেই দায় তারা এড়াতে পারে না। — [803, 325, 983, 372]
